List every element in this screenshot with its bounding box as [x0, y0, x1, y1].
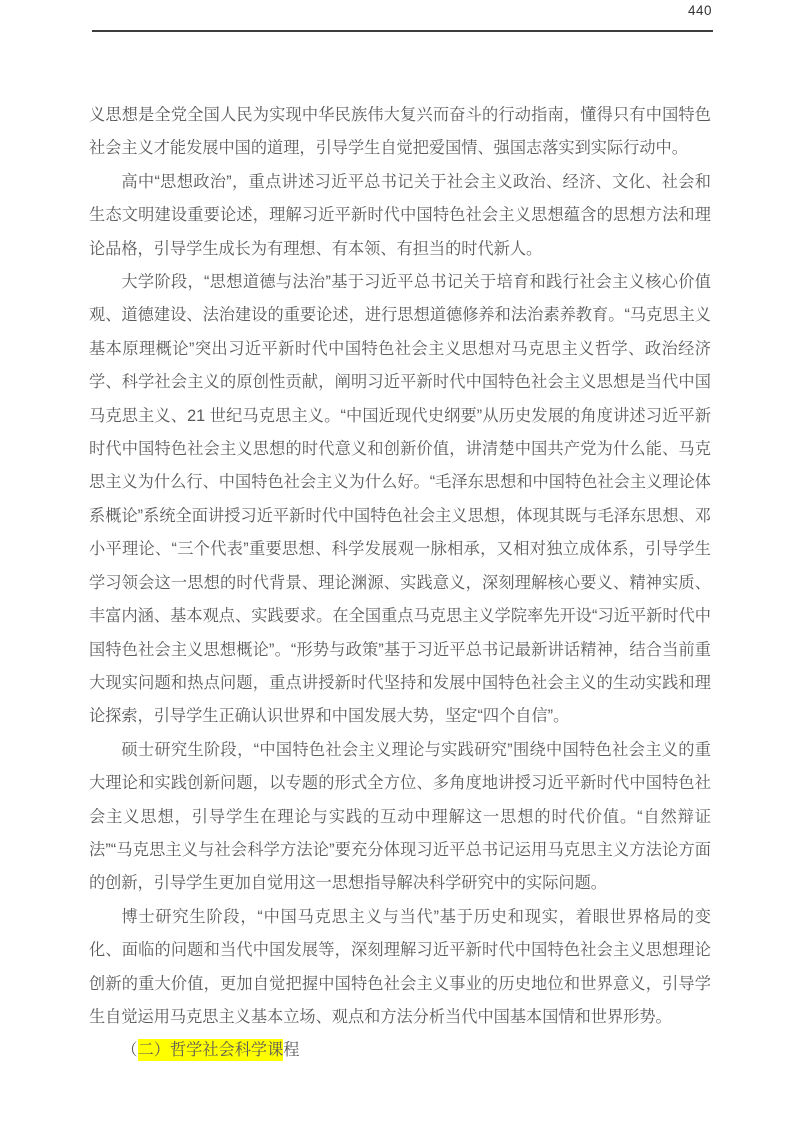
highlighted-heading-text: 二）哲学社会科学课 [137, 1041, 284, 1060]
section-heading [89, 1034, 711, 1067]
body-paragraph: 高中“思想政治”，重点讲述习近平总书记关于社会主义政治、经济、文化、社会和生态文明建设重要论述，理解习近平新时代中国特色社会主义思想蕴含的思想方法和理论品格，引导学生成长为有理想、有本领、有担当的时代新人。 [89, 172, 711, 258]
body-paragraph: 义思想是全党全国人民为实现中华民族伟大复兴而奋斗的行动指南，懂得只有中国特色社会主义才能发展中国的道理，引导学生自觉把爱国情、强国志落实到实际行动中。 [89, 106, 711, 158]
heading-text: （ [121, 1041, 138, 1060]
body-paragraph: 硕士研究生阶段，“中国特色社会主义理论与实践研究”围绕中国特色社会主义的重大理论和实践创新问题，以专题的形式全方位、多角度地讲授习近平新时代中国特色社会主义思想，引导学生在理论与实践的互动中理解这一思想的时代价值。“自然辩证法”“马克思主义与社会科学方法论”要充分体现习近平总书记运用马克思主义方法论方面的创新，引导学生更加自觉用这一思想指导解决科学研究中的实际问题。 [89, 740, 711, 893]
header-rule [92, 30, 713, 32]
body-paragraph: 博士研究生阶段，“中国马克思主义与当代”基于历史和现实，着眼世界格局的变化、面临的问题和当代中国发展等，深刻理解习近平新时代中国特色社会主义思想理论创新的重大价值，更加自觉把握中国特色社会主义事业的历史地位和世界意义，引导学生自觉运用马克思主义基本立场、观点和方法分析当代中国基本国情和世界形势。 [89, 907, 711, 1026]
document-body [89, 99, 711, 1068]
heading-text: 程 [283, 1041, 300, 1060]
body-paragraph: 大学阶段，“思想道德与法治”基于习近平总书记关于培育和践行社会主义核心价值观、道德建设、法治建设的重要论述，进行思想道德修养和法治素养教育。“马克思主义基本原理概论”突出习近平新时代中国特色社会主义思想对马克思主义哲学、政治经济学、科学社会主义的原创性贡献，阐明习近平新时代中国特色社会主义思想是当代中国马克思主义、21 世纪马克思主义。“中国近现代史纲要”从历史发展的角度讲述习近平新时代中国特色社会主义思想的时代意义和创新价值，讲清楚中国共产党为什么能、马克思主义为什么行、中国特色社会主义为什么好。“毛泽东思想和中国特色社会主义理论体系概论”系统全面讲授习近平新时代中国特色社会主义思想，体现其既与毛泽东思想、邓小平理论、“三个代表”重要思想、科学发展观一脉相承，又相对独立成体系，引导学生学习领会这一思想的时代背景、理论渊源、实践意义，深刻理解核心要义、精神实质、丰富内涵、基本观点、实践要求。在全国重点马克思主义学院率先开设“习近平新时代中国特色社会主义思想概论”。“形势与政策”基于习近平总书记最新讲话精神，结合当前重大现实问题和热点问题，重点讲授新时代坚持和发展中国特色社会主义的生动实践和理论探索，引导学生正确认识世界和中国发展大势，坚定“四个自信”。 [89, 273, 711, 726]
page-number: 440 [687, 3, 712, 18]
